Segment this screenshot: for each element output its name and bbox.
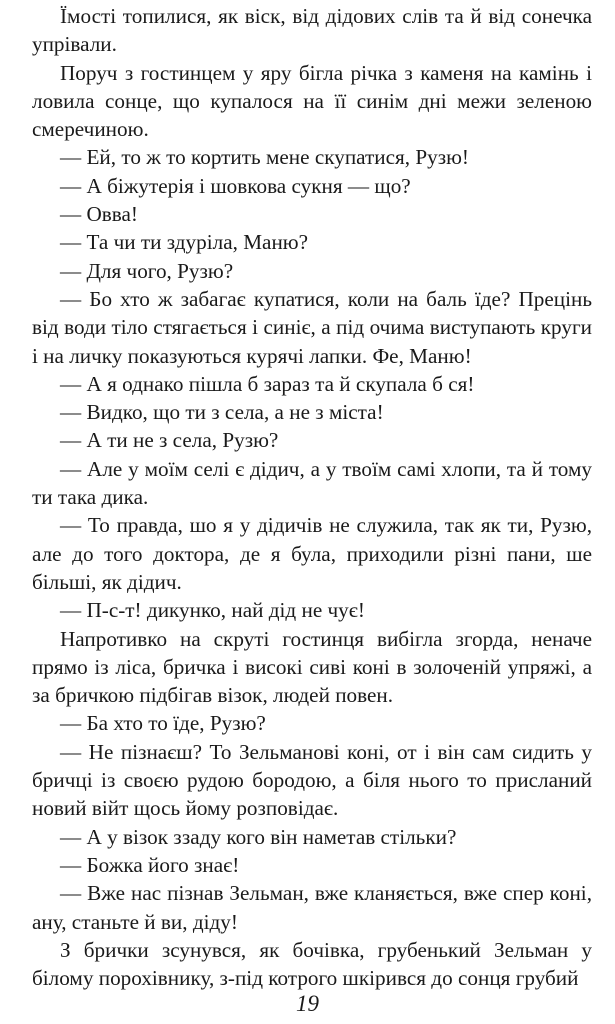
paragraph: Їмості топилися, як віск, від дідових слів та й від сонечка упрівали. — [32, 4, 592, 57]
page-body — [32, 2, 592, 992]
dialogue-line: — А ти не з села, Рузю? — [60, 428, 279, 453]
dialogue-line: — Ей, то ж то кортить мене скупатися, Рузю! — [60, 145, 469, 170]
dialogue-line: — П-с-т! дикунко, най дід не чує! — [60, 598, 365, 623]
dialogue-line: — Та чи ти здуріла, Маню? — [60, 230, 309, 255]
page-number: 19 — [296, 991, 319, 1016]
dialogue-line: — Видко, що ти з села, а не з міста! — [60, 400, 384, 425]
dialogue-line: — А біжутерія і шовкова сукня — що? — [60, 173, 411, 198]
dialogue-line: — Але у моїм селі є дідич, а у твоїм самі хлопи, та й тому ти така дика. — [32, 456, 592, 510]
dialogue-line: — То правда, шо я у дідичів не служила, так як ти, Рузю, але до того доктора, де я була, приходили різні пани, ше більші, як дідич. — [32, 513, 592, 594]
dialogue-line: — Не пізнаєш? То Зельманові коні, от і він сам сидить у бричці із своєю рудою бородою, а біля нього то присланий новий війт щось йому розповідає. — [32, 739, 592, 821]
dialogue-line: — Божка його знає! — [60, 852, 240, 877]
dialogue-line: — Вже нас пізнав Зельман, вже кланяється, вже спер коні, ану, станьте й ви, діду! — [32, 881, 592, 934]
dialogue-line: — А у візок ззаду кого він наметав стільки? — [60, 824, 457, 849]
paragraph: З брички зсунувся, як бочівка, грубенький Зельман у білому порохівнику, з-під котрого шкірився до сонця грубий — [32, 937, 592, 991]
paragraph: Напротивко на скруті гостинця вибігла згорда, неначе прямо із ліса, бричка і високі сиві коні в золоченій упряжі, а за бричкою підбігав візок, людей повен. — [32, 626, 592, 708]
dialogue-line: — Бо хто ж забагає купатися, коли на баль їде? Прецінь від води тіло стягається і синіє, а під очима виступають круги і на личку показуються курячі лапки. Фе, Маню! — [32, 286, 592, 368]
dialogue-line: — Овва! — [60, 202, 138, 227]
dialogue-line: — Ба хто то їде, Рузю? — [60, 711, 266, 736]
paragraph: Поруч з гостинцем у яру бігла річка з каменя на камінь і ловила сонце, що купалося на її синім дні межи зеленою смеречиною. — [32, 60, 592, 142]
dialogue-line: — Для чого, Рузю? — [60, 258, 234, 283]
dialogue-line: — А я однако пішла б зараз та й скупала б ся! — [60, 371, 475, 396]
